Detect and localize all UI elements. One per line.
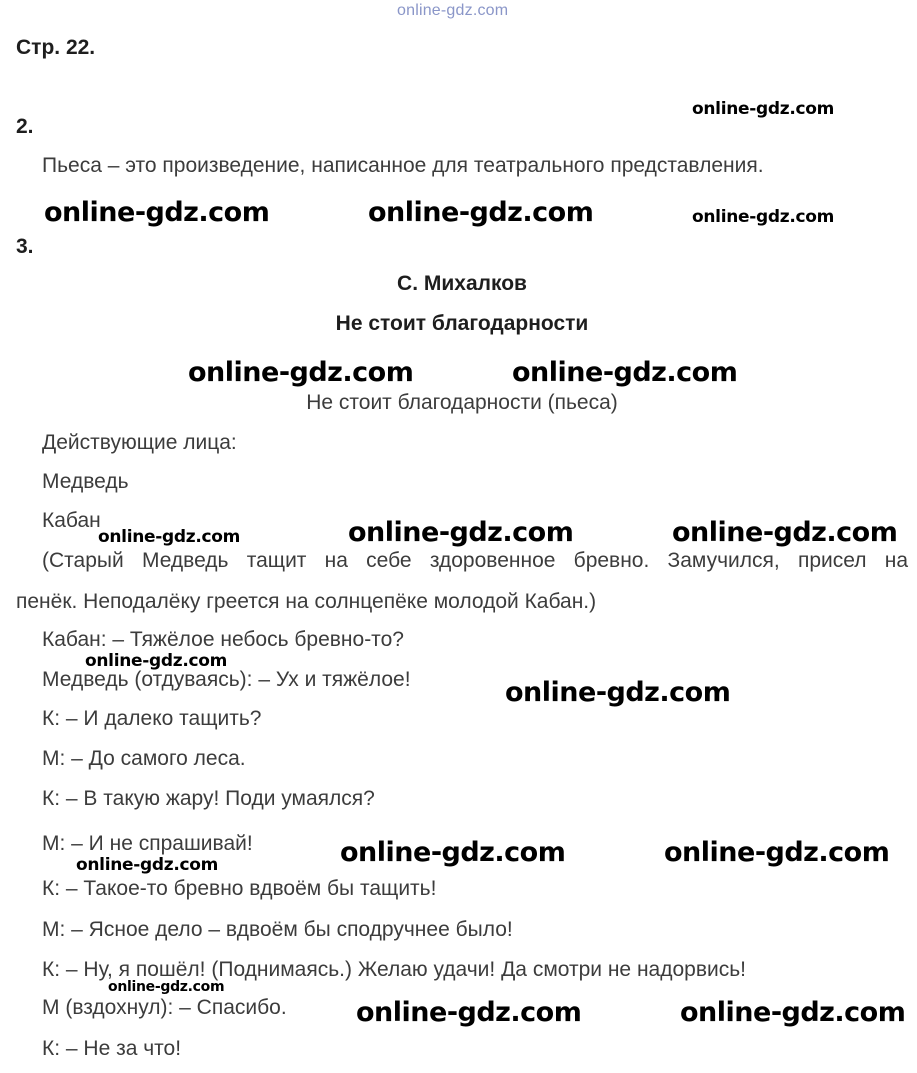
page-reference: Стр. 22.: [16, 36, 96, 59]
watermark: online-gdz.com: [108, 979, 225, 995]
story-title: Не стоит благодарности: [335, 312, 589, 335]
character-bear: Медведь: [42, 470, 129, 493]
watermark: online-gdz.com: [44, 197, 270, 228]
dialogue-line: К: – В такую жару! Поди умаялся?: [42, 787, 375, 810]
dialogue-line: К: – Ну, я пошёл! (Поднимаясь.) Желаю удачи! Да смотри не надорвись!: [42, 958, 746, 981]
watermark: online-gdz.com: [505, 677, 731, 708]
characters-heading: Действующие лица:: [42, 431, 237, 454]
dialogue-line: М: – До самого леса.: [42, 747, 246, 770]
character-boar: Кабан: [42, 509, 101, 532]
watermark: online-gdz.com: [664, 837, 890, 868]
stage-direction-line-1: (Старый Медведь тащит на себе здоровенное бревно. Замучился, присел на: [42, 549, 908, 572]
watermark: online-gdz.com: [512, 357, 738, 388]
watermark: online-gdz.com: [340, 837, 566, 868]
watermark: online-gdz.com: [76, 855, 219, 875]
dialogue-line: Медведь (отдуваясь): – Ух и тяжёлое!: [42, 668, 411, 691]
stage-direction-line-2: пенёк. Неподалёку греется на солнцепёке молодой Кабан.): [16, 590, 597, 613]
dialogue-line: М (вздохнул): – Спасибо.: [42, 996, 287, 1019]
watermark: online-gdz.com: [672, 517, 898, 548]
watermark: online-gdz.com: [692, 207, 835, 227]
dialogue-line: К: – Такое-то бревно вдвоём бы тащить!: [42, 877, 437, 900]
dialogue-line: К: – Не за что!: [42, 1037, 182, 1060]
watermark: online-gdz.com: [348, 517, 574, 548]
task-3-number: 3.: [16, 235, 34, 258]
watermark: online-gdz.com: [188, 357, 414, 388]
dialogue-line: Кабан: – Тяжёлое небось бревно-то?: [42, 628, 404, 651]
watermark: online-gdz.com: [680, 997, 906, 1028]
watermark: online-gdz.com: [85, 651, 228, 671]
watermark: online-gdz.com: [98, 527, 241, 547]
author-name: С. Михалков: [397, 272, 527, 295]
watermark: online-gdz.com: [692, 99, 835, 119]
task-2-answer: Пьеса – это произведение, написанное для театрального представления.: [42, 154, 764, 177]
task-2-number: 2.: [16, 115, 34, 138]
site-url-header: online-gdz.com: [397, 2, 509, 19]
play-subtitle: Не стоит благодарности (пьеса): [306, 391, 618, 414]
dialogue-line: М: – Ясное дело – вдвоём бы сподручнее было!: [42, 918, 513, 941]
dialogue-line: М: – И не спрашивай!: [42, 832, 253, 855]
watermark: online-gdz.com: [356, 997, 582, 1028]
watermark: online-gdz.com: [368, 197, 594, 228]
dialogue-line: К: – И далеко тащить?: [42, 707, 262, 730]
